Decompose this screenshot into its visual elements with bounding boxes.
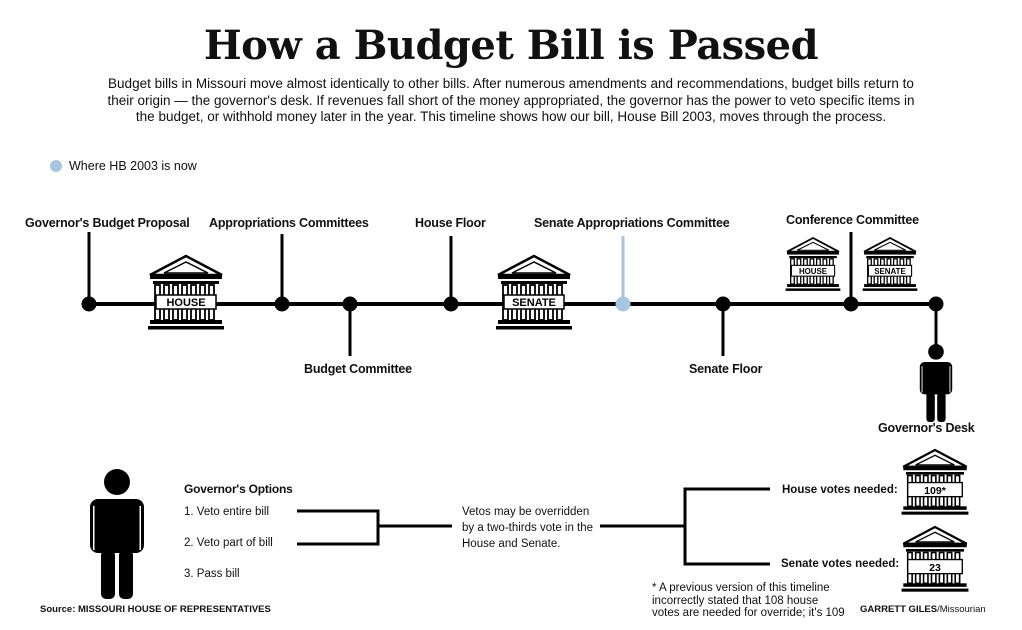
senate-votes-building-icon (902, 527, 969, 592)
senate-building-label: SENATE (512, 297, 556, 309)
label-governors-desk: Governor's Desk (878, 421, 975, 435)
option-veto-part: 2. Veto part of bill (184, 537, 273, 549)
author-name: GARRETT GILES (860, 604, 938, 615)
house-votes-label: House votes needed: (782, 484, 898, 496)
senate-building-icon (496, 256, 572, 330)
intro-text: Budget bills in Missouri move almost identically to other bills. After numerous amendments and recommendations, budget bills return to their origin — the governor's desk. If revenues fall short of the money appropriated, the governor has the power to veto specific items in the budget, or withhold money later in the year. This timeline shows how our bill, House Bill 2003, moves through the process. (107, 76, 915, 124)
override-text: Vetos may be overridden by a two-thirds vote in the House and Senate. (462, 506, 594, 550)
node-appropriations-committees (275, 297, 290, 312)
senate-votes-label: Senate votes needed: (781, 558, 900, 570)
author-outlet: /Missourian (937, 604, 986, 615)
governor-person-icon (920, 344, 952, 422)
house-votes-building-icon (902, 450, 969, 515)
label-governors-budget-proposal: Governor's Budget Proposal (25, 216, 190, 230)
label-house-floor: House Floor (415, 216, 486, 230)
senate-votes-value: 23 (929, 562, 941, 574)
option-pass-bill: 3. Pass bill (184, 568, 240, 580)
conference-house-label: HOUSE (798, 267, 828, 276)
conference-senate-building-icon (863, 238, 918, 291)
label-senate-floor: Senate Floor (689, 362, 763, 376)
label-senate-appropriations-committee: Senate Appropriations Committee (534, 216, 730, 230)
label-appropriations-committees: Appropriations Committees (209, 216, 369, 230)
house-building-label: HOUSE (166, 297, 206, 309)
option-veto-entire: 1. Veto entire bill (184, 506, 270, 518)
label-conference-committee: Conference Committee (786, 213, 919, 227)
house-votes-value: 109* (924, 485, 946, 497)
legend-label: Where HB 2003 is now (69, 159, 197, 173)
page-title: How a Budget Bill is Passed (203, 22, 819, 69)
options-heading: Governor's Options (184, 482, 293, 496)
source-credit: Source: MISSOURI HOUSE OF REPRESENTATIVES (40, 604, 271, 615)
author-credit (860, 604, 986, 615)
node-house-floor (444, 297, 459, 312)
node-governors-budget-proposal (82, 297, 97, 312)
conference-senate-label: SENATE (874, 267, 906, 276)
options-bracket (297, 510, 452, 546)
conference-house-building-icon (786, 238, 841, 291)
governor-large-person-icon (90, 469, 144, 599)
node-governors-desk (929, 297, 944, 312)
override-bracket (600, 488, 770, 565)
footnote: * A previous version of this timeline incorrectly stated that 108 house votes are needed for override; it's 109 (652, 582, 845, 619)
node-budget-committee (343, 297, 358, 312)
house-building-icon (148, 256, 224, 330)
node-senate-floor (716, 297, 731, 312)
node-conference-committee (844, 297, 859, 312)
node-senate-appropriations-current (616, 297, 631, 312)
label-budget-committee: Budget Committee (304, 362, 412, 376)
